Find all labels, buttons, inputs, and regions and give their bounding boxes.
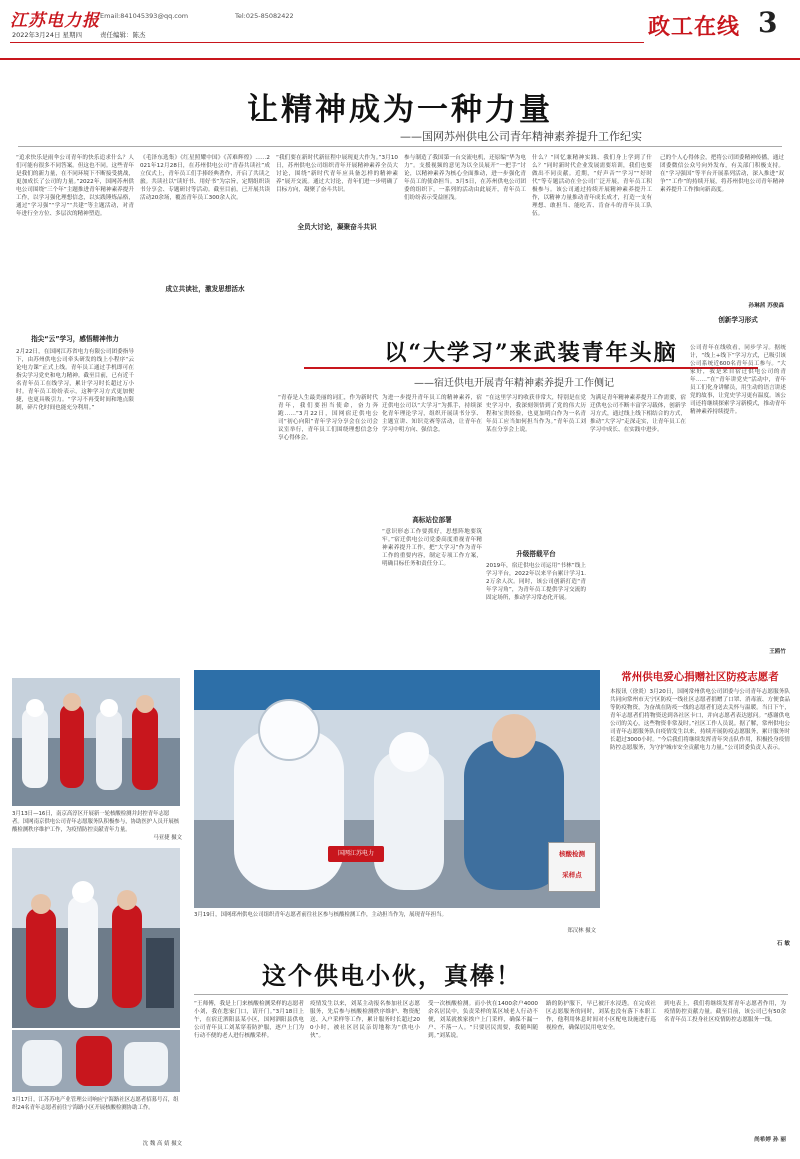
sample-board (548, 842, 596, 892)
divider (18, 146, 782, 147)
photo-nucleic-test-team (12, 678, 180, 806)
photo-testing-booth (12, 1030, 180, 1092)
photo-illustration (12, 1030, 180, 1092)
article-text: 2019年，宿迁供电公司运用“书林”线上学习平台，2022年以来平台累计学习1.2万余人次。同时，该公司创新打造“青年学习角”，为青年员工提供学习交流的固定场所，推动学习常态化开展。 (486, 563, 586, 601)
photo-caption: 3月19日，国网邳州供电公司组织青年志愿者前往社区参与核酸检测工作，主动担当作为，展现青年担当。 (194, 912, 447, 918)
issue-date: 2022年3月24日 星期四 (12, 31, 83, 39)
article-text: “王师傅，我是上门来核酸检测采样的志愿者小刘，我在您家门口，请开门。”3月18日上午，在宿迁泗阳县某小区，国网泗阳县供电公司青年员工刘某穿着防护服，逐户上门为行动不便的老人进行核酸采样。 (194, 1001, 304, 1039)
main-col-3 (276, 154, 398, 314)
main-col-6 (660, 154, 784, 320)
second-col-3 (486, 394, 586, 658)
third-col-1 (194, 1000, 304, 1150)
photo-caption: 3月13日—16日，南京高淳区开展新一轮核酸检测并封控青年志愿者。国网南京供电公司青年志愿服务队积极参与，协助医护人员开展核酸检测秩序维护工作，为疫情防控贡献青年力量。 (12, 811, 180, 833)
second-col-4 (590, 394, 686, 658)
main-col-5 (532, 154, 652, 314)
newspaper-logo: 江苏电力报 (10, 11, 100, 31)
second-article-box (274, 316, 788, 662)
article-text: 为满足青年精神素养提升工作需要，宿迁供电公司不断丰富学习载体，创新学习方式，通过线上线下相结合的方式，推动“大学习”走深走实，让青年员工在学习中成长、在实践中进步。 (590, 395, 686, 433)
third-col-4 (546, 1000, 656, 1150)
photo-nucleic-sampling (194, 670, 600, 908)
article-text: 本报讯（徐炎）3月20日，国网常州供电公司团委与公司青年志愿服务队共同向常州市天宁区防疫一线社区志愿者捐赠了口罩、消毒液、方便食品等防疫物资，为奋战在防疫一线的志愿者们送去关怀与温暖。当日下午，青年志愿者们将物资送到各社区卡口，并向志愿者表达慰问。“感谢供电公司的关心，这些物资非常及时。”社区工作人员说。据了解，常州供电公司青年志愿服务队自疫情发生以来，持续开展防疫志愿服务，累计服务时长超过3000小时。“今后我们将继续发挥青年突击队作用，积极投身疫情防控志愿服务，为守护城市安全贡献电力力量。”公司团委负责人表示。 (610, 689, 790, 751)
volunteer-headline: 常州供电爱心捐赠社区防疫志愿者 (621, 671, 779, 683)
article-text: “在这里学习的收获非常大，特别是在党史学习中，我深刻领悟到了党的伟大历程和宝贵经验，也更加明白作为一名青年员工应当如何担当作为。”青年员工刘某在分享会上说。 (486, 395, 586, 433)
page-number: 3 (758, 6, 778, 39)
divider (194, 994, 788, 995)
masthead (0, 0, 800, 64)
photo-illustration (194, 670, 600, 908)
main-headline: 让精神成为一种力量 (247, 92, 553, 128)
second-col-1 (278, 394, 378, 658)
section-subhead: 升级搭载平台 (516, 550, 556, 558)
section-subhead: 成立共读社，激发思想活水 (165, 285, 245, 293)
photo-caption: 3月17日，江苏苏电产业管理公司响应宁海路社区志愿者招募号召，组织24名青年志愿者前往宁海路小区开展核酸检测协助工作。 (12, 1097, 179, 1111)
second-subheadline: ——宿迁供电开展青年精神素养提升工作侧记 (414, 378, 614, 389)
article-text: 路的防护服下，早已被汗水浸透。在完成社区志愿服务的同时，刘某也没有落下本职工作，他利用休息时间对小区配电设施进行巡视检查，确保居民用电安全。 (546, 1001, 656, 1031)
masthead-rule (10, 42, 644, 43)
article-text: 参与制造了我国第一台交流电机，还原编“华为电力”。支援视频的意见为以全员展开“一把手”讨论，以精神素养为核心全面推动，进一步强化青年员工的使命担当。3月5日，在苏州供电公司团委的组织下，一系列的活动由此展开，青年员工们纷纷表示受益匪浅。 (404, 155, 526, 201)
article-text: 到电表上，我们将继续发挥青年志愿者作用，为疫情防控贡献力量。截至目前，该公司已有50余名青年员工投身社区疫情防控志愿服务一线。 (664, 1001, 786, 1023)
main-subheadline: ——国网苏州供电公司青年精神素养提升工作纪实 (400, 130, 642, 143)
second-headline: 以“大学习”来武装青年头脑 (384, 340, 678, 366)
section-subhead: 指尖“云”学习，感悟精神伟力 (31, 335, 119, 343)
article-text: 2月22日，在国网江苏省电力有限公司团委指导下，由苏州供电公司牵头研发的线上小程序“云论电力课”正式上线。青年员工通过手机即可在指尖学习党史和电力精神。截至目前，已有近千名青年员工在线学习，累计学习时长超过万小时。青年员工纷纷表示，这种学习方式更加便捷，也更具吸引力。“学习不再受时间和地点限制，碎片化时间也能充分利用。” (16, 349, 134, 411)
article-text: “追求快乐是雨伞公司青年的快乐追求什么？人们可能有很多不同答案。但这也不同。这些青年是我们的新力量，在不同环境下不断接受挑战，更加成长了公司的力量。”2022年，国网苏州供电公司围绕“三个年”主题推进青年精神素养提升工作，以学习强化理想信念，以实践锤炼品格，通过“学习强”“学习”“共建”等主题活动，对青年进行全方位、多层次的精神塑造。 (16, 155, 134, 217)
red-badge: 国网江苏电力 (328, 846, 384, 862)
photo-illustration (12, 678, 180, 806)
second-col-2 (382, 394, 482, 658)
article-text: 己的个人心得体会，把将公司团委精神传播，通过团委微信公众号向外发布，有关部门积极支持。在“学习强国”等平台开展系列活动，深入推进“双争”“工作”的持续开展，将苏州供电公司青年精神素养提升工作推向新高度。 (660, 155, 784, 193)
third-col-3 (428, 1000, 538, 1150)
email-label: Email:841045393@qq.com (100, 12, 189, 20)
tel-label: Tel:025-85082422 (235, 12, 294, 20)
article-text: 《毛泽东选集》《红星照耀中国》《苦难辉煌》……2021年12月28日，在苏州供电公司“青春共读社”成立仪式上，青年员工们手捧经典著作，开启了共读之旅。共读社以“读好书、用好书”为宗旨，定期组织读书分享会、专题研讨等活动。截至目前，已开展共读活动20余场，覆盖青年员工300余人次。 (140, 155, 270, 201)
third-headline: 这个供电小伙，真棒！ (262, 961, 522, 990)
section-title: 政工在线 (648, 14, 741, 40)
main-col-2 (140, 154, 270, 680)
photo-credit: 沈 魏 高 婧 摄文 (142, 1141, 182, 1147)
article-text: 受一次核酸检测。而小伙在1400余户4000余名居民中，负责采样的某区域老人行动不便，刘某就挨家挨户上门采样，确保不漏一户、不落一人。“只要居民需要，我随叫随到。”刘某说。 (428, 1001, 538, 1039)
main-col-4 (404, 154, 526, 314)
volunteer-box (610, 670, 790, 958)
masthead-rule-thick (0, 58, 800, 60)
section-subhead: 高标站位部署 (412, 516, 452, 524)
article-text: 什么？“回忆兼精神实践、我们身上学到了什么？”同时新时代企业发展需要培训，我们也要做出不同贡献。近期，“好声音”“学习”“好时代”等专题活动在全公司广泛开展，青年员工积极参与。该公司通过持续开展精神素养提升工作，以精神力量推动青年成长成才，打造一支有理想、敢担当、能吃苦、肯奋斗的青年员工队伍。 (532, 155, 652, 217)
article-author: 王鸥竹 (769, 649, 786, 655)
photo-illustration (12, 848, 180, 1028)
article-text: “我们要在新时代新征程中展现更大作为。”3月10日，苏州供电公司组织青年开展精神素养全员大讨论，围绕“新时代青年应具备怎样的精神素养”展开交流。通过大讨论，青年们进一步明确了目标方向，凝聚了奋斗共识。 (276, 155, 398, 193)
article-author: 石 敏 (776, 941, 790, 947)
article-author: 尚希婷 孙 丽 (754, 1137, 786, 1143)
third-col-5 (664, 1000, 786, 1150)
creative-subhead: 创新学习形式 (718, 316, 758, 324)
third-col-2 (310, 1000, 420, 1150)
editor-label: 责任编辑：陈杰 (100, 31, 146, 39)
article-text: 为进一步提升青年员工的精神素养，宿迁供电公司以“大学习”为抓手，持续深化青年理论学习，组织开展读书分享、主题宣讲、知识竞赛等活动，让青年在学习中明方向、强信念。 (382, 395, 482, 433)
photo-volunteers-line (12, 848, 180, 1028)
second-col-5 (690, 344, 786, 658)
section-subhead: 全员大讨论，凝聚奋斗共识 (297, 223, 377, 231)
article-text: “青春是人生最美丽的词汇，作为新时代青年，我们要担当使命，奋力奔跑……”3月22日，国网宿迁供电公司“初心向阳”青年学习分享会在公司会议室举行，青年员工们围绕理想信念分享心得体会。 (278, 395, 378, 441)
article-text (140, 298, 270, 670)
board-label: 核酸检测 (559, 850, 585, 858)
article-text: 疫情发生以来，刘某主动报名参加社区志愿服务，先后参与核酸检测秩序维护、物资配送、入户采样等工作，累计服务时长超过200小时，被社区居民亲切地称为“供电小伙”。 (310, 1001, 420, 1039)
article-text: 公司青年在线收看，同步学习。据统计，“线上+线下”学习方式，已吸引该公司系统近600名青年员工参与。“大家好，我是来自宿迁供电公司的青年……”在“青年讲党史”活动中，青年员工们化身讲解员，用生动的语言讲述党的故事，让党史学习更有温度。该公司还将继续探索学习新模式，推动青年精神素养持续提升。 (690, 345, 786, 415)
article-text (276, 236, 398, 308)
article-author: 孙琳茜 苏俊森 (748, 303, 784, 309)
article-text: “意识形态工作要抓好，思想阵地要筑牢。”宿迁供电公司党委高度重视青年精神素养提升工作，把“大学习”作为青年工作的重要内容，制定专项工作方案，明确目标任务和责任分工。 (382, 529, 482, 567)
photo-credit: 郑汉林 摄文 (567, 928, 596, 934)
main-col-1 (16, 154, 134, 680)
board-label: 采样点 (562, 871, 582, 879)
photo-credit: 马亚捷 摄文 (153, 835, 182, 841)
